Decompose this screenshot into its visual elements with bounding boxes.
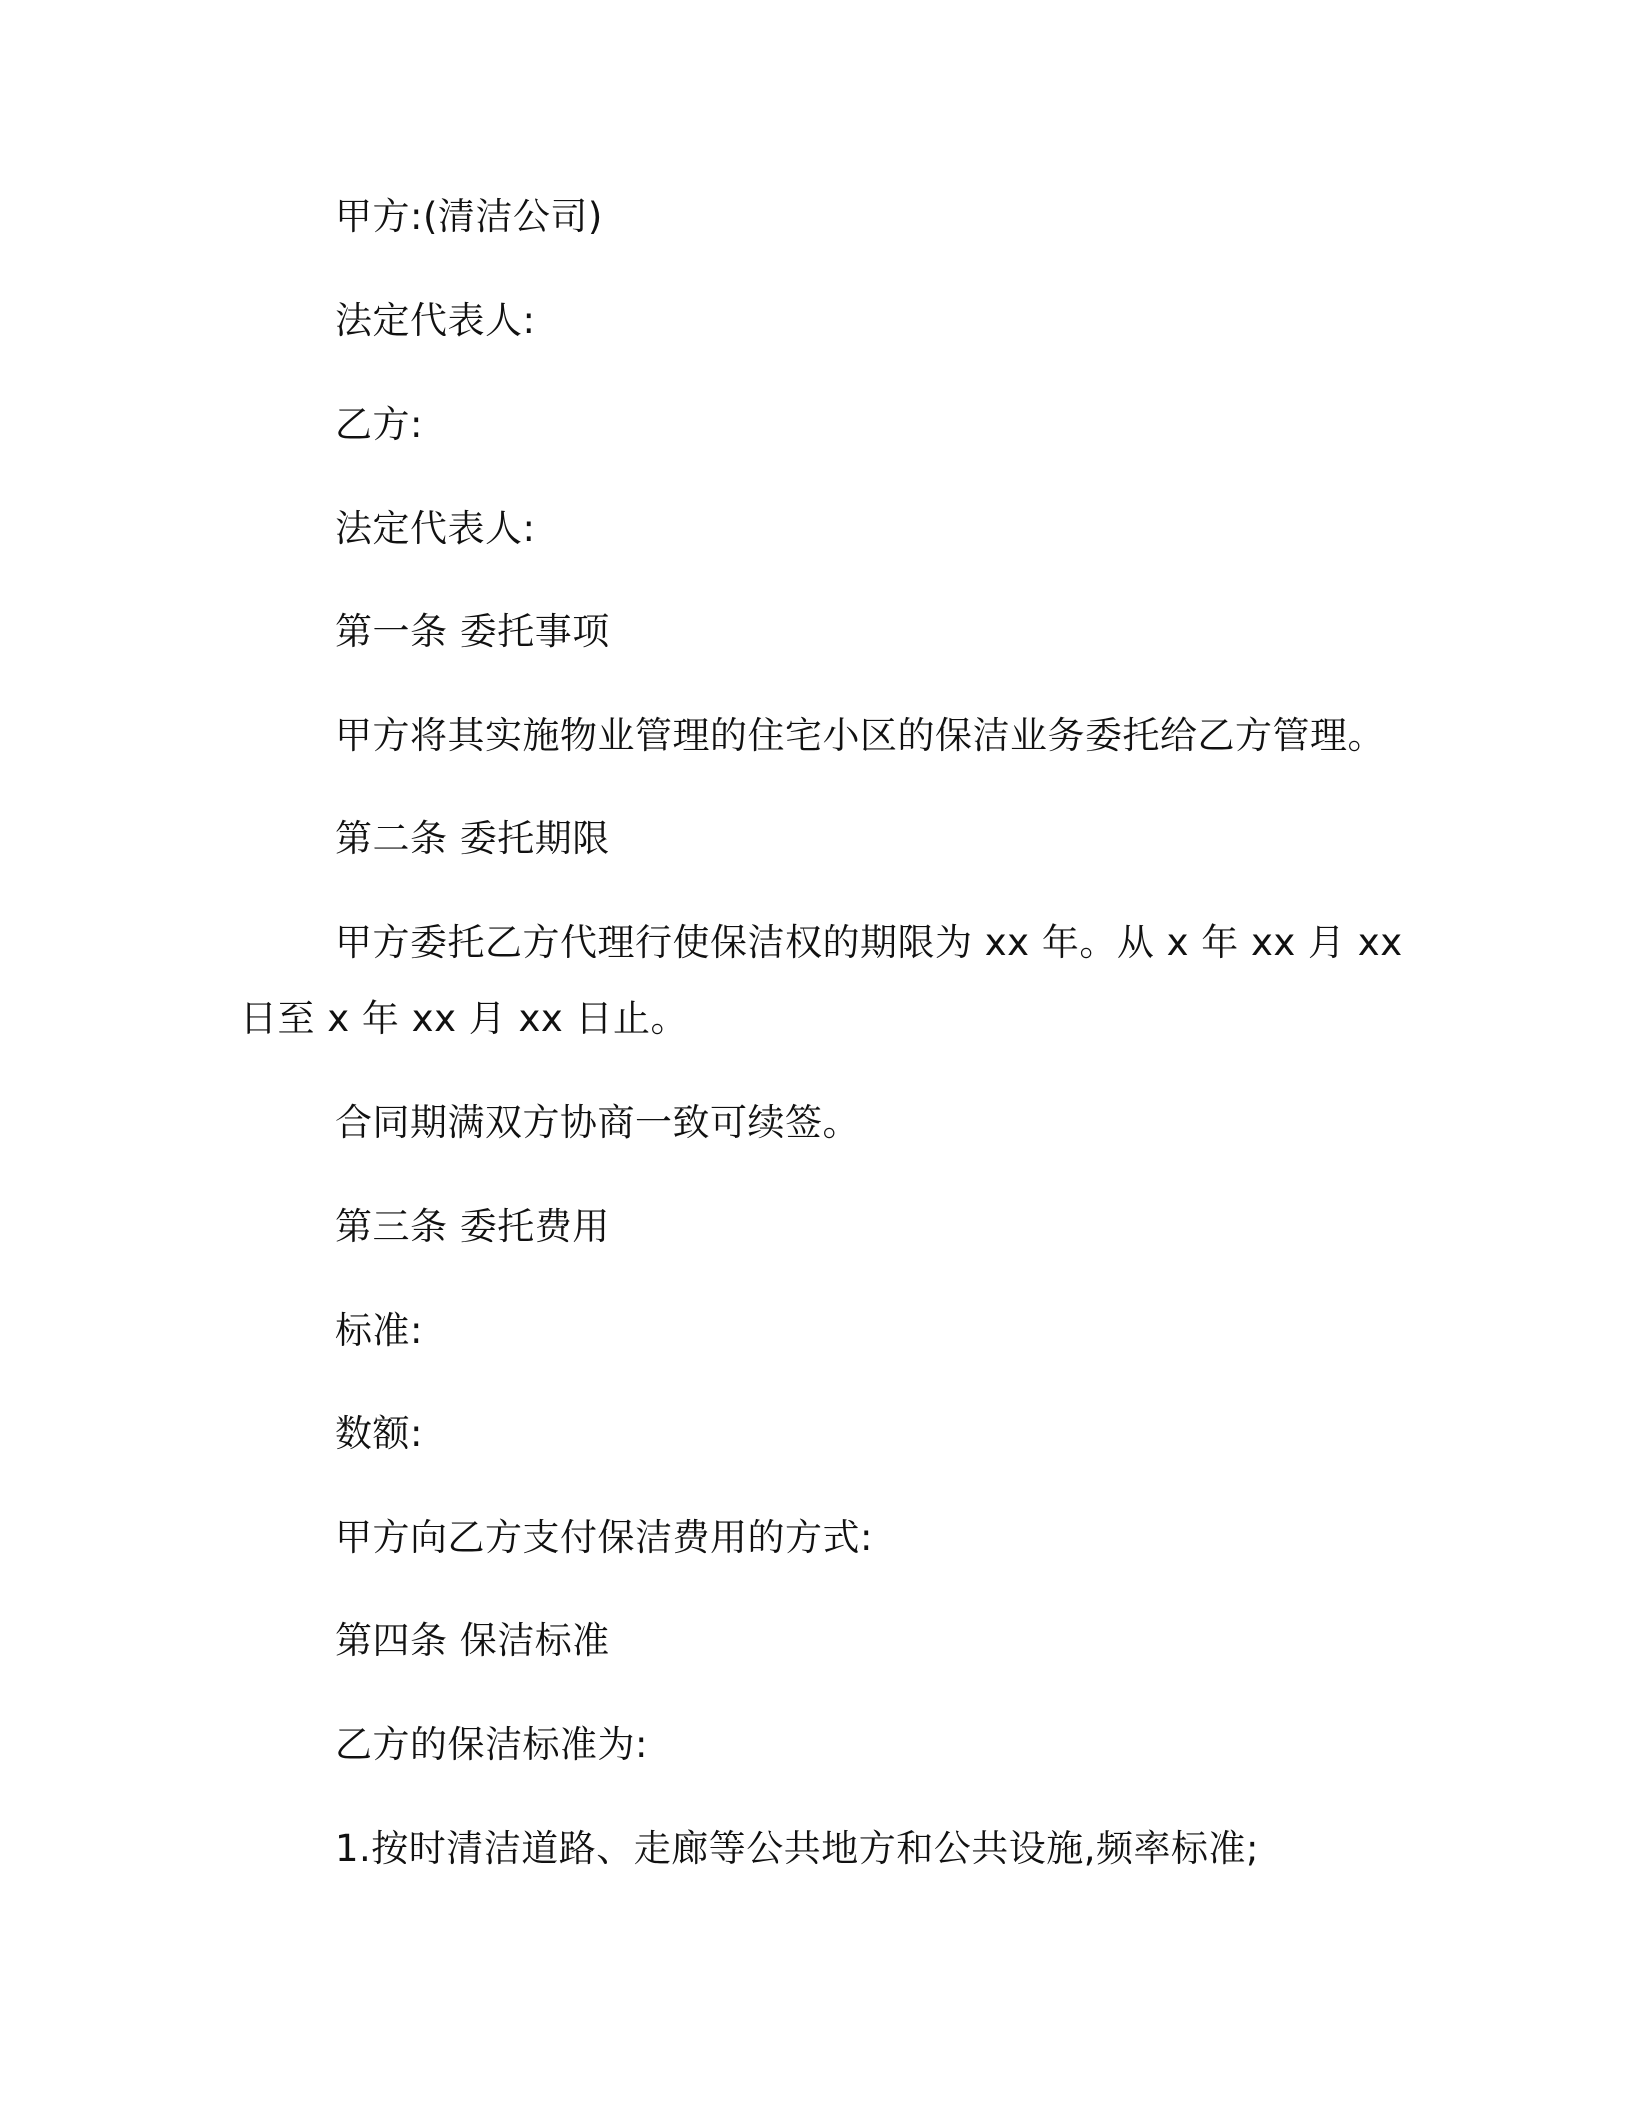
- article-2-heading: 第二条 委托期限: [335, 817, 610, 860]
- article-2-body-line-2: 日至 x 年 xx 月 xx 日止。: [240, 997, 689, 1040]
- payment-method-line: 甲方向乙方支付保洁费用的方式:: [335, 1516, 873, 1559]
- cleaning-standard-item-1: 1.按时清洁道路、走廊等公共地方和公共设施,频率标准;: [335, 1827, 1260, 1870]
- party-a-representative-line: 法定代表人:: [335, 299, 536, 342]
- fee-standard-line: 标准:: [335, 1309, 423, 1352]
- article-3-heading: 第三条 委托费用: [335, 1205, 610, 1248]
- article-4-heading: 第四条 保洁标准: [335, 1619, 610, 1662]
- article-2-renewal: 合同期满双方协商一致可续签。: [335, 1101, 860, 1144]
- party-b-line: 乙方:: [335, 403, 423, 446]
- party-a-line: 甲方:(清洁公司): [335, 195, 603, 238]
- cleaning-standard-intro: 乙方的保洁标准为:: [335, 1723, 648, 1766]
- fee-amount-line: 数额:: [335, 1412, 423, 1455]
- article-2-body-line-1: 甲方委托乙方代理行使保洁权的期限为 xx 年。从 x 年 xx 月 xx: [335, 921, 1403, 964]
- article-1-heading: 第一条 委托事项: [335, 610, 610, 653]
- party-b-representative-line: 法定代表人:: [335, 507, 536, 550]
- article-1-body: 甲方将其实施物业管理的住宅小区的保洁业务委托给乙方管理。: [335, 714, 1385, 757]
